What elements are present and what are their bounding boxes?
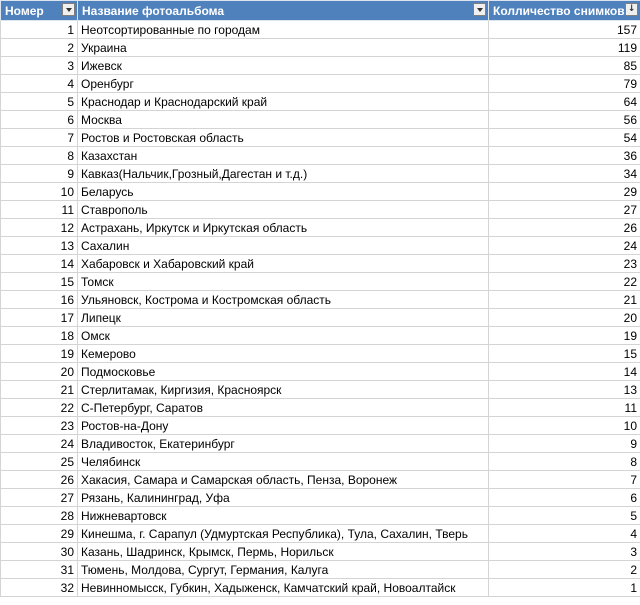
row-photo-count[interactable]: 20 xyxy=(489,309,640,327)
table-row[interactable] xyxy=(1,435,640,453)
row-album-name[interactable]: Невинномысск, Губкин, Хадыженск, Камчатский край, Новоалтайск xyxy=(78,579,489,597)
row-number[interactable]: 2 xyxy=(1,39,78,57)
filter-dropdown-icon[interactable] xyxy=(473,3,486,16)
table-row[interactable] xyxy=(1,453,640,471)
table-row[interactable] xyxy=(1,129,640,147)
row-number[interactable]: 29 xyxy=(1,525,78,543)
table-header-row xyxy=(1,1,640,21)
row-album-name[interactable]: Хакасия, Самара и Самарская область, Пенза, Воронеж xyxy=(78,471,489,489)
row-album-name[interactable]: Кинешма, г. Сарапул (Удмуртская Республика), Тула, Сахалин, Тверь xyxy=(78,525,489,543)
row-album-name[interactable]: Москва xyxy=(78,111,489,129)
row-album-name[interactable]: Кавказ(Нальчик,Грозный,Дагестан и т.д.) xyxy=(78,165,489,183)
row-album-name[interactable]: Подмосковье xyxy=(78,363,489,381)
table-row[interactable] xyxy=(1,93,640,111)
row-album-name[interactable]: Томск xyxy=(78,273,489,291)
row-photo-count[interactable]: 64 xyxy=(489,93,640,111)
table-row[interactable] xyxy=(1,291,640,309)
table-row[interactable] xyxy=(1,327,640,345)
row-album-name[interactable]: Беларусь xyxy=(78,183,489,201)
row-number[interactable]: 10 xyxy=(1,183,78,201)
row-album-name[interactable]: Казахстан xyxy=(78,147,489,165)
row-number[interactable]: 6 xyxy=(1,111,78,129)
row-number[interactable]: 23 xyxy=(1,417,78,435)
row-number[interactable]: 14 xyxy=(1,255,78,273)
row-photo-count[interactable]: 14 xyxy=(489,363,640,381)
header-photo-count xyxy=(489,1,640,21)
row-album-name[interactable]: Владивосток, Екатеринбург xyxy=(78,435,489,453)
row-photo-count[interactable]: 157 xyxy=(489,21,640,39)
header-album-label: Название фотоальбома xyxy=(82,3,225,18)
row-photo-count[interactable]: 7 xyxy=(489,471,640,489)
row-photo-count[interactable]: 85 xyxy=(489,57,640,75)
row-number[interactable]: 15 xyxy=(1,273,78,291)
table-row[interactable] xyxy=(1,363,640,381)
row-number[interactable]: 5 xyxy=(1,93,78,111)
row-album-name[interactable]: Астрахань, Иркутск и Иркутская область xyxy=(78,219,489,237)
row-album-name[interactable]: Неотсортированные по городам xyxy=(78,21,489,39)
header-count-label: Колличество снимков xyxy=(493,3,625,18)
table-row[interactable] xyxy=(1,507,640,525)
table-row[interactable] xyxy=(1,39,640,57)
table-row[interactable] xyxy=(1,543,640,561)
row-number[interactable]: 28 xyxy=(1,507,78,525)
row-album-name[interactable]: Стерлитамак, Киргизия, Красноярск xyxy=(78,381,489,399)
row-photo-count[interactable]: 19 xyxy=(489,327,640,345)
table-row[interactable] xyxy=(1,579,640,597)
header-number xyxy=(1,1,78,21)
row-number[interactable]: 4 xyxy=(1,75,78,93)
table-row[interactable] xyxy=(1,489,640,507)
row-number[interactable]: 16 xyxy=(1,291,78,309)
table-body xyxy=(1,21,640,597)
row-photo-count[interactable]: 2 xyxy=(489,561,640,579)
row-album-name[interactable]: С-Петербург, Саратов xyxy=(78,399,489,417)
row-photo-count[interactable]: 56 xyxy=(489,111,640,129)
row-number[interactable]: 7 xyxy=(1,129,78,147)
row-number[interactable]: 3 xyxy=(1,57,78,75)
row-photo-count[interactable]: 24 xyxy=(489,237,640,255)
table-row[interactable] xyxy=(1,255,640,273)
row-album-name[interactable]: Казань, Шадринск, Крымск, Пермь, Норильск xyxy=(78,543,489,561)
row-number[interactable]: 8 xyxy=(1,147,78,165)
row-photo-count[interactable]: 15 xyxy=(489,345,640,363)
table-row[interactable] xyxy=(1,561,640,579)
row-number[interactable]: 13 xyxy=(1,237,78,255)
table-row[interactable] xyxy=(1,345,640,363)
row-number[interactable]: 30 xyxy=(1,543,78,561)
row-number[interactable]: 20 xyxy=(1,363,78,381)
row-number[interactable]: 9 xyxy=(1,165,78,183)
row-photo-count[interactable]: 4 xyxy=(489,525,640,543)
row-photo-count[interactable]: 29 xyxy=(489,183,640,201)
row-number[interactable]: 26 xyxy=(1,471,78,489)
row-album-name[interactable]: Липецк xyxy=(78,309,489,327)
row-photo-count[interactable]: 11 xyxy=(489,399,640,417)
row-photo-count[interactable]: 119 xyxy=(489,39,640,57)
row-photo-count[interactable]: 79 xyxy=(489,75,640,93)
row-number[interactable]: 27 xyxy=(1,489,78,507)
row-album-name[interactable]: Ставрополь xyxy=(78,201,489,219)
row-album-name[interactable]: Ульяновск, Кострома и Костромская область xyxy=(78,291,489,309)
row-photo-count[interactable]: 3 xyxy=(489,543,640,561)
row-album-name[interactable]: Краснодар и Краснодарский край xyxy=(78,93,489,111)
row-number[interactable]: 31 xyxy=(1,561,78,579)
row-photo-count[interactable]: 34 xyxy=(489,165,640,183)
filter-dropdown-icon[interactable] xyxy=(62,3,75,16)
row-album-name[interactable]: Оренбург xyxy=(78,75,489,93)
row-album-name[interactable]: Омск xyxy=(78,327,489,345)
row-number[interactable]: 11 xyxy=(1,201,78,219)
row-photo-count[interactable]: 22 xyxy=(489,273,640,291)
row-album-name[interactable]: Украина xyxy=(78,39,489,57)
row-album-name[interactable]: Ижевск xyxy=(78,57,489,75)
row-album-name[interactable]: Сахалин xyxy=(78,237,489,255)
table-row[interactable] xyxy=(1,525,640,543)
row-number[interactable]: 21 xyxy=(1,381,78,399)
table-row[interactable] xyxy=(1,165,640,183)
table-row[interactable] xyxy=(1,201,640,219)
row-photo-count[interactable]: 5 xyxy=(489,507,640,525)
row-photo-count[interactable]: 21 xyxy=(489,291,640,309)
row-photo-count[interactable]: 23 xyxy=(489,255,640,273)
row-photo-count[interactable]: 27 xyxy=(489,201,640,219)
table-row[interactable] xyxy=(1,75,640,93)
table-row[interactable] xyxy=(1,219,640,237)
row-number[interactable]: 24 xyxy=(1,435,78,453)
table-row[interactable] xyxy=(1,111,640,129)
row-number[interactable]: 25 xyxy=(1,453,78,471)
row-photo-count[interactable]: 1 xyxy=(489,579,640,597)
row-photo-count[interactable]: 6 xyxy=(489,489,640,507)
table-row[interactable] xyxy=(1,399,640,417)
row-album-name[interactable]: Хабаровск и Хабаровский край xyxy=(78,255,489,273)
row-number[interactable]: 19 xyxy=(1,345,78,363)
table-row[interactable] xyxy=(1,21,640,39)
header-number-label: Номер xyxy=(5,3,44,18)
table-row[interactable] xyxy=(1,57,640,75)
table-row[interactable] xyxy=(1,273,640,291)
row-album-name[interactable]: Ростов и Ростовская область xyxy=(78,129,489,147)
table-row[interactable] xyxy=(1,309,640,327)
row-photo-count[interactable]: 13 xyxy=(489,381,640,399)
row-photo-count[interactable]: 9 xyxy=(489,435,640,453)
row-number[interactable]: 1 xyxy=(1,21,78,39)
row-album-name[interactable]: Рязань, Калининград, Уфа xyxy=(78,489,489,507)
row-photo-count[interactable]: 26 xyxy=(489,219,640,237)
row-number[interactable]: 17 xyxy=(1,309,78,327)
row-photo-count[interactable]: 10 xyxy=(489,417,640,435)
row-photo-count[interactable]: 8 xyxy=(489,453,640,471)
row-number[interactable]: 32 xyxy=(1,579,78,597)
header-album-name xyxy=(78,1,489,21)
row-photo-count[interactable]: 36 xyxy=(489,147,640,165)
row-number[interactable]: 12 xyxy=(1,219,78,237)
table-row[interactable] xyxy=(1,147,640,165)
row-album-name[interactable]: Ростов-на-Дону xyxy=(78,417,489,435)
row-number[interactable]: 22 xyxy=(1,399,78,417)
table-row[interactable] xyxy=(1,237,640,255)
table-row[interactable] xyxy=(1,471,640,489)
row-album-name[interactable]: Челябинск xyxy=(78,453,489,471)
row-photo-count[interactable]: 54 xyxy=(489,129,640,147)
row-number[interactable]: 18 xyxy=(1,327,78,345)
row-album-name[interactable]: Кемерово xyxy=(78,345,489,363)
table-row[interactable] xyxy=(1,183,640,201)
table-row[interactable] xyxy=(1,381,640,399)
row-album-name[interactable]: Нижневартовск xyxy=(78,507,489,525)
row-album-name[interactable]: Тюмень, Молдова, Сургут, Германия, Калуга xyxy=(78,561,489,579)
table-row[interactable] xyxy=(1,417,640,435)
sort-descending-icon[interactable]: ↓ xyxy=(625,3,638,16)
